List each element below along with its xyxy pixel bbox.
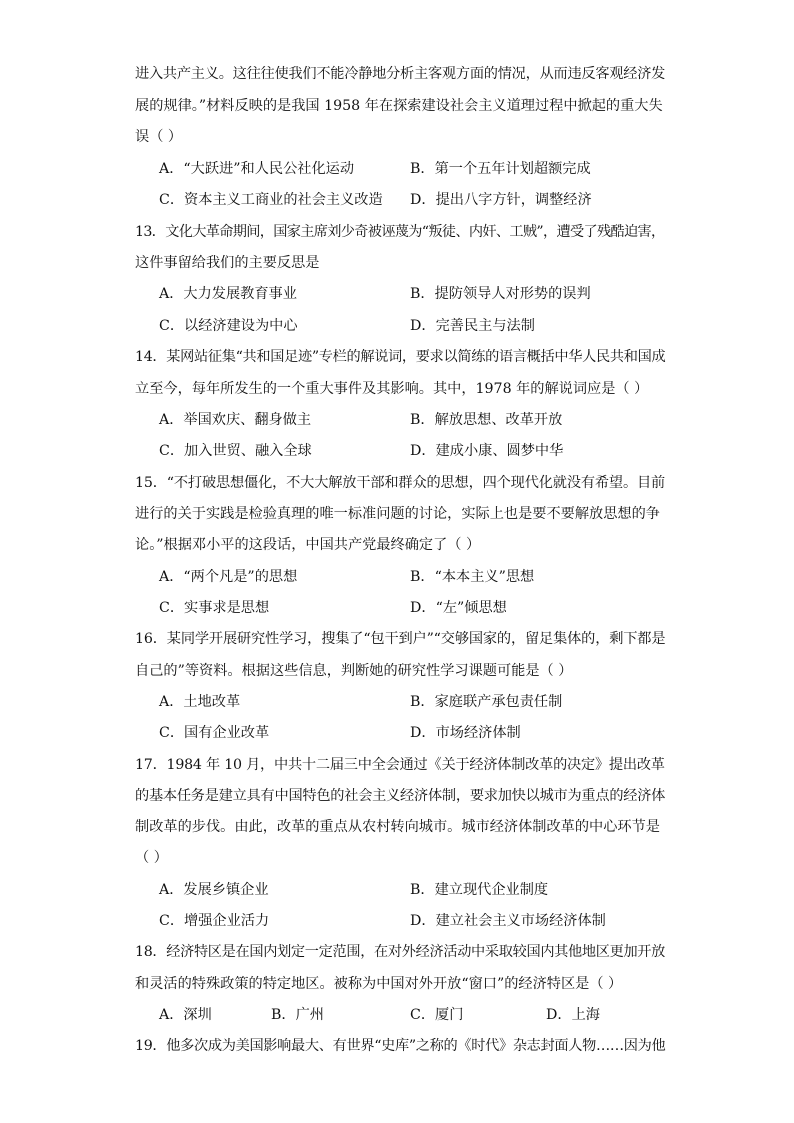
q19-text-line-1: 19．他多次成为美国影响最大、有世界“史库”之称的《时代》杂志封面人物……因为他: [135, 1038, 666, 1054]
q15-option-a: A．“两个凡是”的思想: [159, 569, 298, 585]
q15-option-c: C．实事求是思想: [159, 600, 270, 616]
q17-option-b: B．建立现代企业制度: [410, 882, 549, 898]
q16-text-line-1: 16．某同学开展研究性学习，搜集了“包干到户”“交够国家的，留足集体的，剩下都是: [135, 631, 666, 647]
q12-text-line-2: 展的规律。”材料反映的是我国 1958 年在探索建设社会主义道理过程中掀起的重大失: [135, 98, 663, 114]
q13-text-line-1: 13．文化大革命期间，国家主席刘少奇被诬蔑为“叛徒、内奸、工贼”，遭受了残酷迫害，: [135, 224, 665, 240]
q15-text-line-3: 论。”根据邓小平的这段话，中国共产党最终确定了（ ）: [135, 537, 481, 553]
q14-option-d: D．建成小康、圆梦中华: [410, 443, 564, 459]
q16-option-c: C．国有企业改革: [159, 725, 270, 741]
q18-option-d: D．上海: [546, 1007, 600, 1023]
q17-option-d: D．建立社会主义市场经济体制: [410, 913, 606, 929]
q14-text-line-1: 14．某网站征集“共和国足迹”专栏的解说词，要求以简练的语言概括中华人民共和国成: [135, 349, 666, 365]
q13-option-c: C．以经济建设为中心: [159, 318, 298, 334]
q15-option-b: B．“本本主义”思想: [410, 569, 535, 585]
q16-option-b: B．家庭联产承包责任制: [410, 694, 563, 710]
q18-text-line-1: 18．经济特区是在国内划定一定范围，在对外经济活动中采取较国内其他地区更加开放: [135, 944, 666, 960]
q17-text-line-1: 17．1984 年 10 月，中共十二届三中全会通过《关于经济体制改革的决定》提出改革: [135, 757, 665, 773]
q13-option-b: B．提防领导人对形势的误判: [410, 286, 591, 302]
q12-option-d: D．提出八字方针，调整经济: [410, 192, 592, 208]
q12-option-b: B．第一个五年计划超额完成: [410, 161, 591, 177]
q15-text-line-1: 15．“不打破思想僵化，不大大解放干部和群众的思想，四个现代化就没有希望。目前: [135, 475, 666, 491]
q16-text-line-2: 自己的”等资料。根据这些信息，判断她的研究性学习课题可能是（ ）: [135, 663, 573, 679]
q18-option-a: A．深圳: [159, 1007, 212, 1023]
q17-option-a: A．发展乡镇企业: [159, 882, 269, 898]
q12-option-a: A．“大跃进”和人民公社化运动: [159, 161, 355, 177]
q16-option-d: D．市场经济体制: [410, 725, 521, 741]
q14-option-a: A．举国欢庆、翻身做主: [159, 412, 312, 428]
q15-text-line-2: 进行的关于实践是检验真理的唯一标准问题的讨论，实际上也是要不要解放思想的争: [135, 506, 660, 522]
q16-option-a: A．土地改革: [159, 694, 241, 710]
q14-text-line-2: 立至今，每年所发生的一个重大事件及其影响。其中，1978 年的解说词应是（ ）: [135, 381, 649, 397]
q13-option-a: A．大力发展教育事业: [159, 286, 297, 302]
q12-text-line-1: 进入共产主义。这往往使我们不能冷静地分析主客观方面的情况，从而违反客观经济发: [135, 66, 666, 82]
q15-option-d: D．“左”倾思想: [410, 600, 507, 616]
q13-text-line-2: 这件事留给我们的主要反思是: [135, 255, 320, 271]
q18-option-c: C．厦门: [410, 1007, 464, 1023]
q14-option-b: B．解放思想、改革开放: [410, 412, 563, 428]
q17-option-c: C．增强企业活力: [159, 913, 270, 929]
q18-option-b: B．广州: [271, 1007, 324, 1023]
q17-text-line-2: 的基本任务是建立具有中国特色的社会主义经济体制，要求加快以城市为重点的经济体: [135, 788, 666, 804]
q17-text-line-3: 制改革的步伐。由此，改革的重点从农村转向城市。城市经济体制改革的中心环节是: [135, 819, 660, 835]
q17-text-line-4: （ ）: [135, 850, 168, 866]
q13-option-d: D．完善民主与法制: [410, 318, 535, 334]
q14-option-c: C．加入世贸、融入全球: [159, 443, 312, 459]
q12-text-line-3: 误（ ）: [135, 129, 183, 145]
q18-text-line-2: 和灵活的特殊政策的特定地区。被称为中国对外开放“窗口”的经济特区是（ ）: [135, 976, 623, 992]
q12-option-c: C．资本主义工商业的社会主义改造: [159, 192, 383, 208]
